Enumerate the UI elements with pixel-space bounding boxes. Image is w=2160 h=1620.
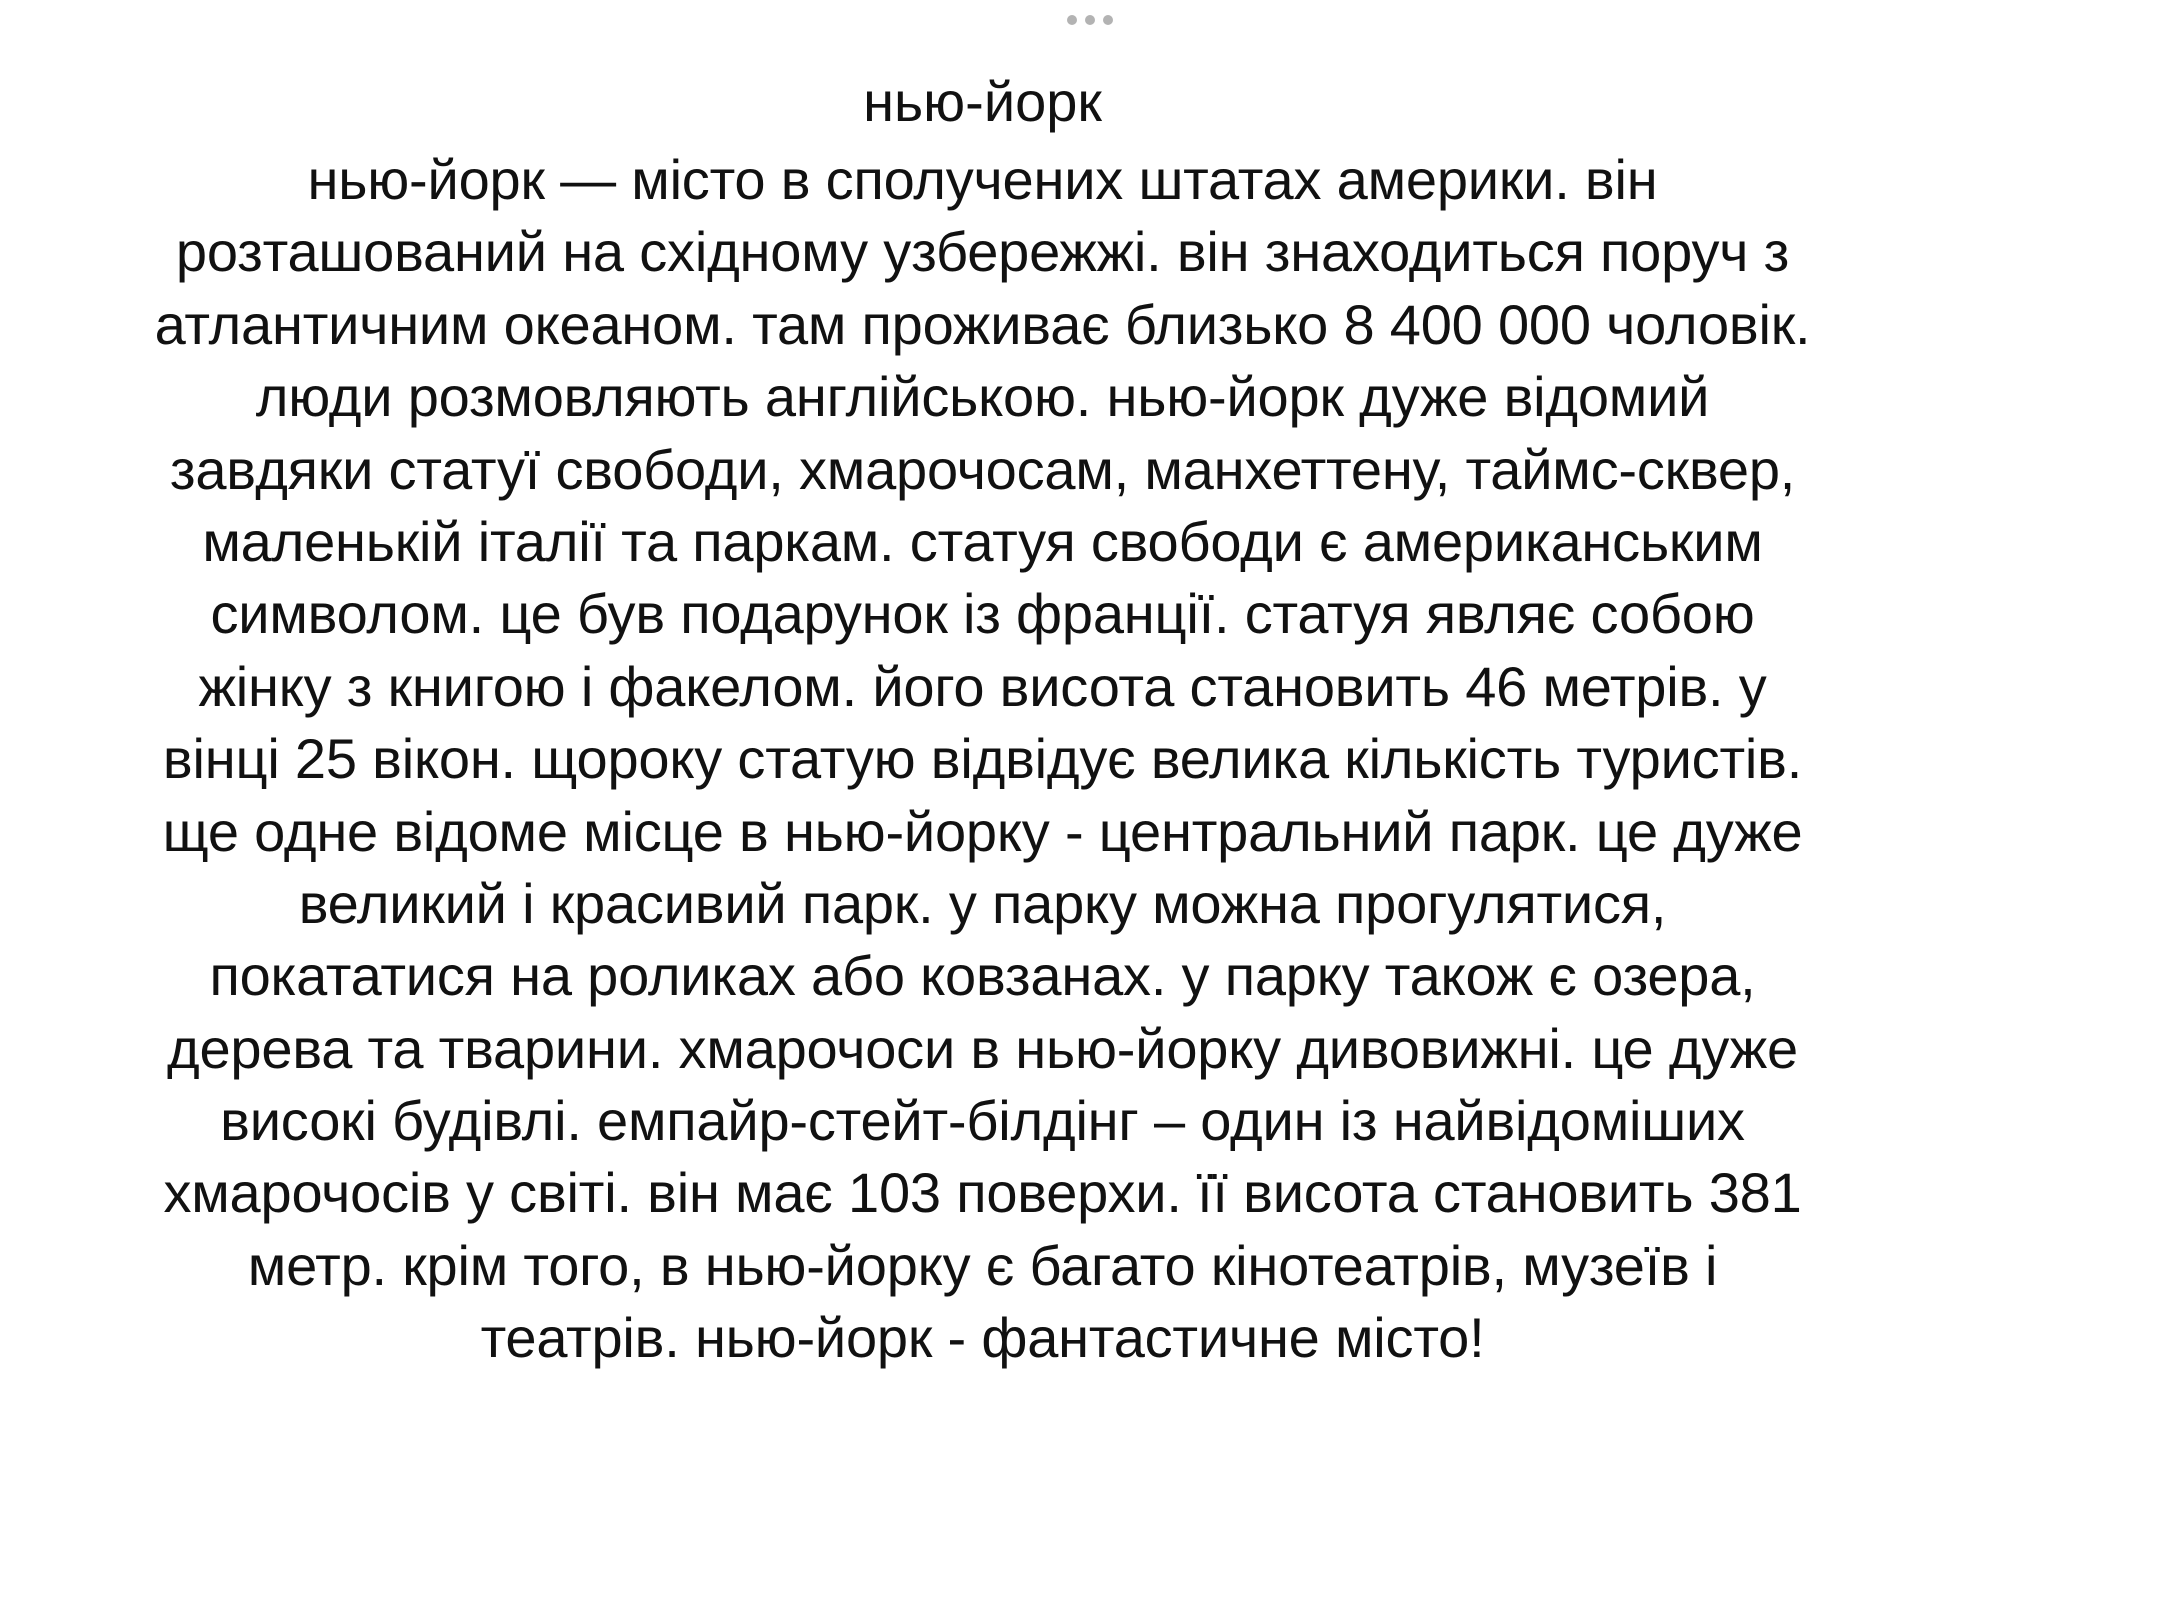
text-line: хмарочосів у світі. він має 103 поверхи. її висота становить 381 xyxy=(163,1161,1802,1225)
dot xyxy=(1103,15,1113,25)
text-line: театрів. нью-йорк - фантастичне місто! xyxy=(480,1306,1485,1370)
text-line: високі будівлі. емпайр-стейт-білдінг – один із найвідоміших xyxy=(220,1089,1745,1153)
text-line: великий і красивий парк. у парку можна прогулятися, xyxy=(298,871,1667,935)
dot xyxy=(1067,15,1077,25)
dot xyxy=(1085,15,1095,25)
text-line: маленькій італії та паркам. статуя свободи є американським xyxy=(202,509,1763,573)
document-title: нью-йорк xyxy=(863,70,1102,133)
text-line: жінку з книгою і факелом. його висота становить 46 метрів. у xyxy=(198,654,1767,718)
document-page xyxy=(0,60,1965,1375)
text-line: покататися на роликах або ковзанах. у парку також є озера, xyxy=(209,944,1756,1008)
text-line: розташований на східному узбережжі. він знаходиться поруч з xyxy=(175,220,1790,284)
text-line: нью-йорк — місто в сполучених штатах америки. він xyxy=(307,148,1658,211)
text-line: атлантичним океаном. там проживає близько 8 400 000 чоловік. xyxy=(154,292,1811,356)
text-line: люди розмовляють англійською. нью-йорк дуже відомий xyxy=(255,365,1710,429)
text-line: вінці 25 вікон. щороку статую відвідує велика кількість туристів. xyxy=(162,727,1803,791)
document-body xyxy=(0,144,1965,1375)
text-line: завдяки статуї свободи, хмарочосам, манхеттену, таймс-сквер, xyxy=(169,437,1796,501)
text-line: метр. крім того, в нью-йорку є багато кінотеатрів, музеїв і xyxy=(247,1233,1718,1297)
text-line: символом. це був подарунок із франції. статуя являє собою xyxy=(210,582,1755,646)
text-line: дерева та тварини. хмарочоси в нью-йорку дивовижні. це дуже xyxy=(167,1016,1798,1080)
text-line: ще одне відоме місце в нью-йорку - центральний парк. це дуже xyxy=(162,799,1803,863)
more-dots-icon[interactable] xyxy=(1067,14,1113,26)
